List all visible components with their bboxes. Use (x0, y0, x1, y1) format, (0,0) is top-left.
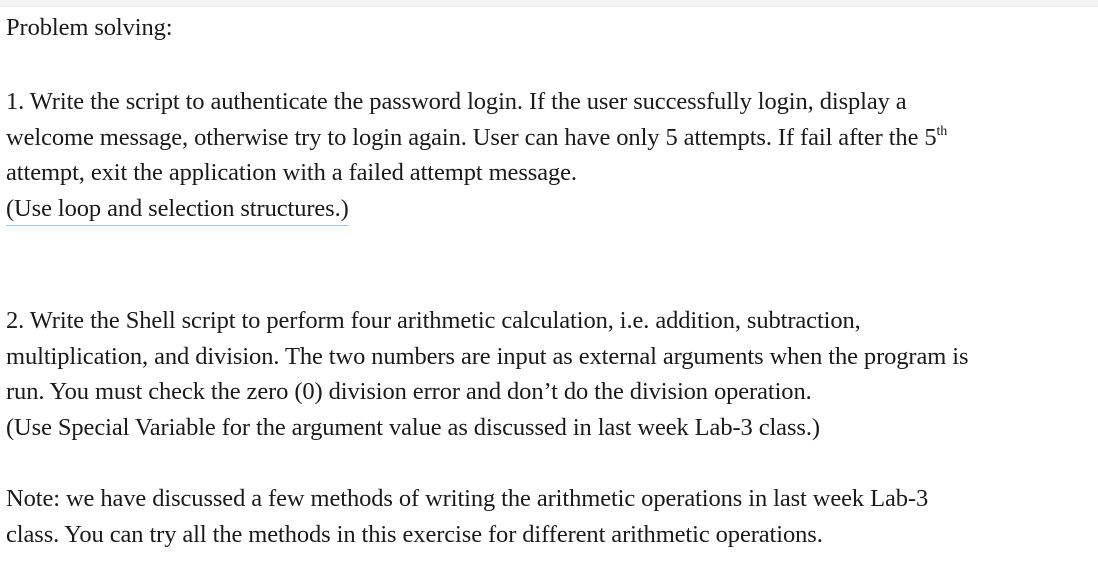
note-line-2: class. You can try all the methods in this exercise for different arithmetic operations. (6, 520, 823, 548)
note-paragraph (6, 481, 928, 552)
question-2-line-3: run. You must check the zero (0) division error and don’t do the division operation. (6, 378, 812, 405)
note-line-1: Note: we have discussed a few methods of writing the arithmetic operations in last week Lab-3 (6, 485, 929, 512)
question-2-line-1: 2. Write the Shell script to perform four arithmetic calculation, i.e. addition, subtraction, (6, 307, 861, 334)
question-1-hint-line (6, 191, 947, 227)
question-1 (6, 84, 947, 226)
question-2 (6, 303, 968, 445)
section-heading: Problem solving: (6, 14, 173, 41)
question-2-line-2: multiplication, and division. The two numbers are input as external arguments when the program is (6, 342, 969, 370)
question-1-line-2 (6, 120, 947, 156)
question-1-line-3: attempt, exit the application with a failed attempt message. (6, 159, 577, 186)
top-edge-strip (0, 0, 1098, 7)
question-2-hint: (Use Special Variable for the argument value as discussed in last week Lab-3 class.) (6, 413, 820, 441)
ordinal-suffix: th (936, 123, 948, 139)
question-1-line-1: 1. Write the script to authenticate the password login. If the user successfully login, display a (6, 88, 907, 115)
question-1-line-2-text: welcome message, otherwise try to login again. User can have only 5 attempts. If fail after the 5 (6, 123, 937, 151)
question-1-hint: (Use loop and selection structures.) (6, 194, 349, 226)
